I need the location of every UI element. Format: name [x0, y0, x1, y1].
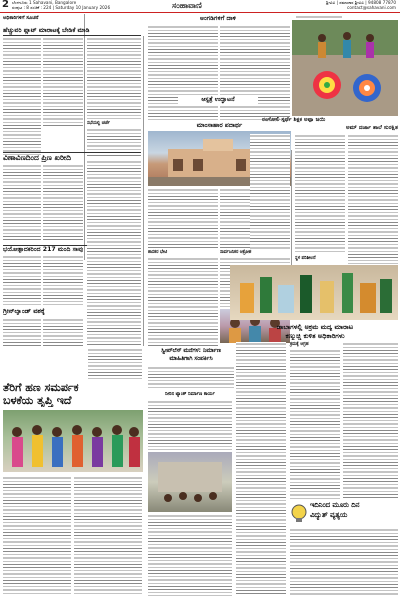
subhead: ಶಾಸಕರ ಭೇಟಿ [148, 250, 168, 255]
article-text [3, 476, 71, 596]
rangoli-photo [292, 20, 398, 116]
article-text [3, 37, 41, 157]
divider [143, 36, 144, 346]
article-text [88, 348, 142, 380]
headline: ಅಧಿಕಾರಿಗಳಿಗೆ ಸೂಚನೆ [3, 15, 39, 21]
divider [84, 14, 85, 260]
page-number: 2 [2, 0, 9, 10]
article-text [87, 37, 141, 119]
subhead: ಸಭೆಯಲ್ಲಿ ಚರ್ಚೆ [87, 121, 110, 126]
bottles-photo [230, 265, 398, 320]
article-text [290, 349, 340, 499]
article-text [3, 318, 41, 346]
article-text [43, 164, 83, 242]
article-text [148, 514, 232, 596]
photo-caption: ನೀರಿನ ಟ್ಯಾಂಕ್ ನಿರ್ಮಾಣ ಕಾರ್ಯ [165, 392, 215, 397]
headline: ಮಾಹಿತಿಗಾಗಿ ಸಂಪರ್ಕಿಸಿ [169, 356, 213, 362]
article-text [290, 528, 398, 596]
article-text [220, 25, 290, 121]
contact-line: ಶ್ರೀವಿವಿ | ಸಮಾಚಾರ ಶ್ರೀವಿವಿ | 94808 77870 [326, 0, 396, 5]
article-text [3, 255, 41, 305]
headline: ವಿಣಾವಿಣದಿಂದ ಪ್ರಿಣ ಖರೀದಿ [3, 152, 141, 162]
page-header [0, 0, 400, 13]
article-text [148, 25, 218, 121]
headline: ವಿದ್ಯುತ್ ವ್ಯತ್ಯಯ [310, 511, 348, 519]
power-cut-box [290, 501, 398, 525]
headline: ಭಯೋತ್ಪಾದಕರಿಂದ 217 ಮಂದಿ ಸಾವು [3, 245, 141, 254]
divider [291, 150, 292, 270]
article-text [43, 255, 83, 305]
headline: ಬಳಕೆಯ ತೃಪ್ತಿ ಇದೆ [3, 394, 72, 407]
email[interactable]: contact@sahavani.com [347, 5, 396, 10]
subhead: ಕ್ರಮಕ್ಕೆ ಆಗ್ರಹ [290, 342, 309, 347]
subhead: ಸ್ಥಳ ಪರಿಶೀಲನೆ [295, 256, 316, 261]
article-text [295, 134, 345, 254]
headline: ಹೆಚ್ಚುವರಿ ಪ್ಲಾಟ್ ಮಾರಾಟಕ್ಕೆ ಬೇಡಿಕೆ ಮಾಡಿ [3, 27, 141, 36]
article-text [148, 257, 218, 347]
article-text [236, 342, 286, 596]
headline: ಅಂಗಡಿಗಳಿಗೆ ದಾಳಿ [199, 15, 237, 22]
article-text [343, 342, 398, 499]
edition-line: ಬೆಂಗಳೂರು 1 Sahavani, Bangalore [12, 0, 77, 5]
subhead: ಸಾರ್ವಜನಿಕರ ಆಕ್ರೋಶ [220, 250, 252, 255]
group-photo [3, 410, 143, 472]
headline: ತೆರಿಗೆ ಹಣ ಸಮರ್ಪಕ [3, 381, 79, 394]
headline: ಕಣ್ಮುಚ್ಚಿ ಕುಳಿತ ಅಧಿಕಾರಿಗಳು [285, 332, 345, 340]
headline: ಆಸ್ಪತ್ರೆ ಉದ್ಘಾಟನೆ [178, 96, 258, 104]
article-text [87, 160, 141, 346]
date-line: ಸಂಪುಟ : 8 ಸಂಚಿಕೆ : 224 | Saturday 10 January 2026 [12, 5, 111, 10]
headline: ಗ್ರೀನ್‌ಲ್ಯಾಂಡ್ ವಶಕ್ಕೆ [3, 307, 45, 315]
article-text [348, 134, 398, 264]
article-text [148, 366, 234, 390]
headline: ಇದಿನಿಂದ ಮೂರು ದಿನ [310, 501, 360, 509]
article-text [148, 400, 232, 450]
article-text [148, 188, 218, 248]
article-text [43, 37, 83, 127]
article-text [3, 164, 41, 242]
article-text [250, 134, 290, 249]
masthead: ಸಂಹಾವಾಣಿ [172, 1, 202, 10]
tank-photo [148, 452, 232, 512]
headline: ಮಾಂಸಾಹಾರ ಪದಾರ್ಥ [196, 122, 243, 129]
article-text [74, 476, 142, 596]
article-text [43, 318, 83, 346]
headline: ರಂಗೋಲಿ ಸ್ಪರ್ಧೆ ಶಿಕ್ಷಕ ಅಪ್ಪಾ ಜಯಿ [262, 117, 326, 123]
headline: ಅಮ್ ದರ್ಜಾ ಶಾಲೆ ಸುರಕ್ಷಿತ [346, 125, 398, 131]
headline: ಸ್ವೀಪ್‌ಲೆಸ್ ಮನೆಗಳ: ನಿರ್ಮಾಣ [161, 348, 221, 354]
headline: ಡಾಬಾಗಳಲ್ಲಿ ಅಕ್ರಮ ಮದ್ಯ ಮಾರಾಟ [276, 323, 354, 331]
